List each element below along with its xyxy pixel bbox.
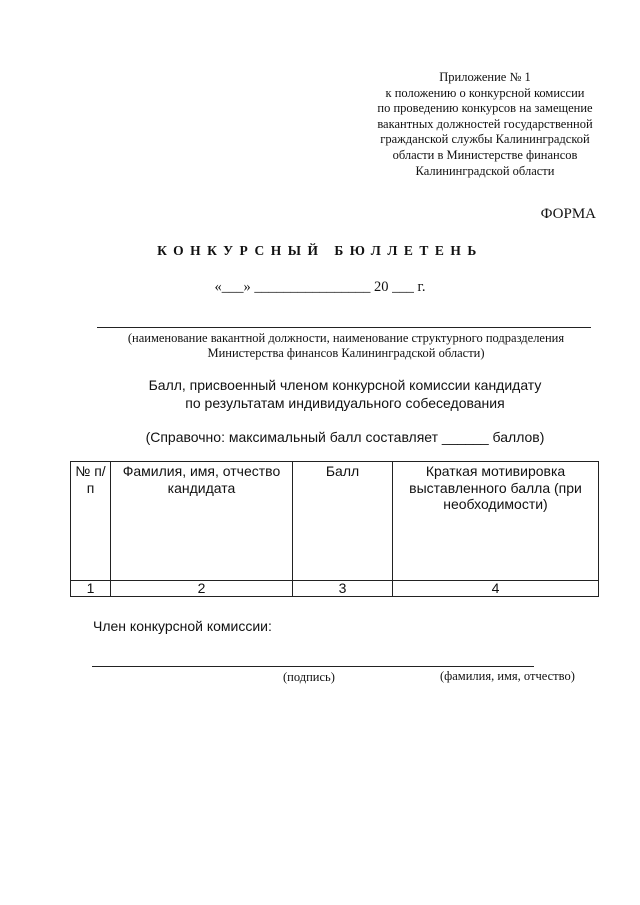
column-number: 1 (71, 581, 111, 597)
score-heading (80, 377, 610, 412)
col-number-header: № п/п (71, 462, 111, 581)
position-caption (80, 331, 612, 361)
score-heading-line: Балл, присвоенный членом конкурсной комиссии кандидату (148, 377, 542, 393)
position-underline (97, 327, 591, 328)
member-label: Член конкурсной комиссии: (93, 618, 272, 634)
signature-caption: (подпись) (283, 670, 335, 684)
signature-line (92, 666, 534, 667)
date-line: «___» ________________ 20 ___ г. (214, 279, 426, 295)
appendix-line: области в Министерстве финансов (392, 147, 578, 162)
appendix-line: гражданской службы Калининградской (380, 132, 590, 147)
appendix-line: Приложение № 1 (439, 70, 531, 84)
appendix-line: к положению о конкурсной комиссии (385, 85, 585, 100)
table-column-numbers-row (71, 581, 599, 597)
table-header-row (71, 462, 599, 581)
form-label: ФОРМА (540, 206, 596, 222)
col-name-header: Фамилия, имя, отчество кандидата (111, 462, 293, 581)
position-caption-line: Министерства финансов Калининградской области) (207, 345, 485, 360)
column-number: 3 (293, 581, 393, 597)
col-score-header: Балл (293, 462, 393, 581)
score-heading-line: по результатам индивидуального собеседования (185, 394, 505, 411)
ballot-table (70, 461, 599, 597)
name-caption: (фамилия, имя, отчество) (440, 669, 575, 683)
column-number: 2 (111, 581, 293, 597)
reference-note: (Справочно: максимальный балл составляет ______ баллов) (145, 429, 545, 445)
appendix-line: Калининградской области (415, 163, 555, 178)
appendix-line: вакантных должностей государственной (377, 116, 593, 131)
col-motivation-header: Краткая мотивировка выставленного балла (при необходимости) (393, 462, 599, 581)
document-title: КОНКУРСНЫЙ БЮЛЛЕТЕНЬ (157, 243, 483, 258)
position-caption-line: (наименование вакантной должности, наименование структурного подразделения (127, 331, 565, 345)
column-number: 4 (393, 581, 599, 597)
appendix-line: по проведению конкурсов на замещение (377, 101, 593, 116)
appendix-block (330, 70, 640, 179)
